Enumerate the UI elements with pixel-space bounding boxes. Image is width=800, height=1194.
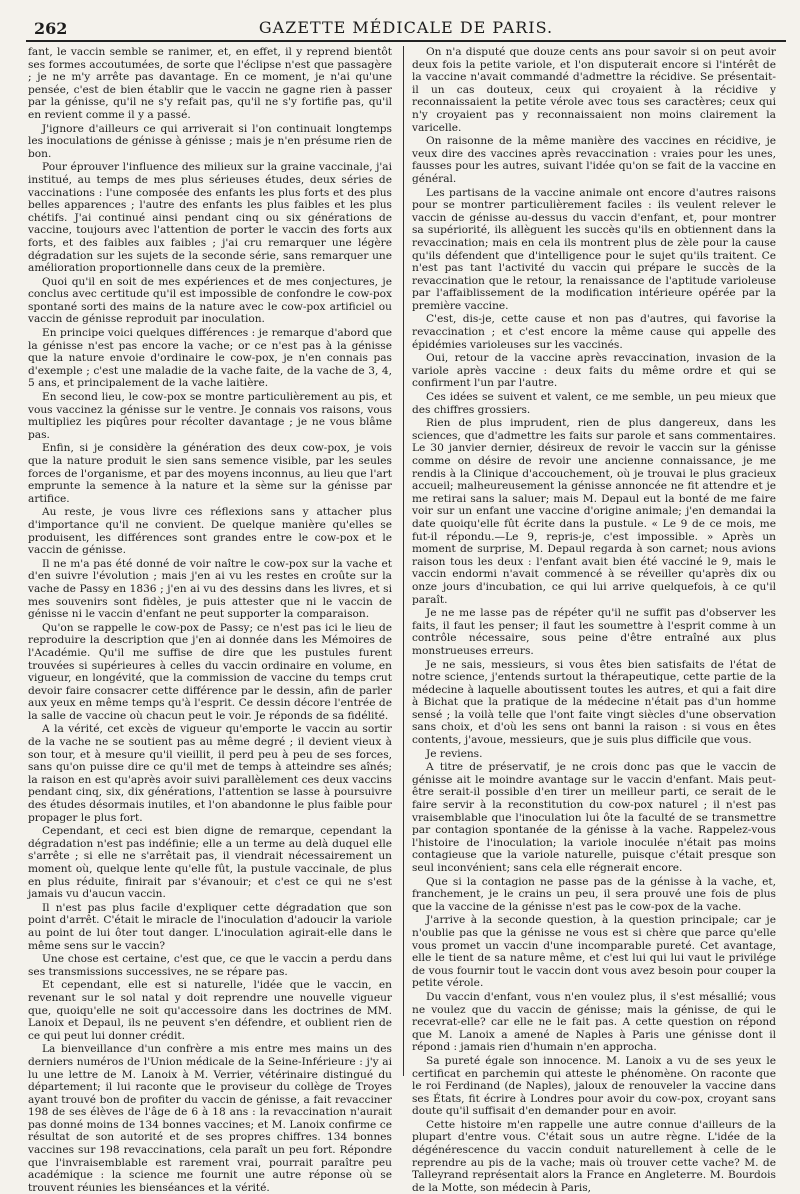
paragraph: On n'a disputé que douze cents ans pour savoir si on peut avoir deux fois la petite variole, et l'on disputerait encore si l'intérêt de la vaccine n'avait commandé d'admettre la récidive. Se présentait-il un cas douteux, ceux qui croyaient à la récidive y reconnaissaient la petite vérole avec tous ses caractères; ceux qui n'y croyaient pas y reconnaissaient non moins clairement la varicelle. [412,46,776,134]
left-column [28,46,392,1194]
paragraph: Ces idées se suivent et valent, ce me semble, un peu mieux que des chiffres grossiers. [412,391,776,416]
paragraph: J'ignore d'ailleurs ce qui arriverait si l'on continuait longtemps les inoculations de génisse à génisse ; mais je n'en présume rien de bon. [28,122,392,160]
journal-title: GAZETTE MÉDICALE DE PARIS. [258,18,554,37]
paragraph: Je ne sais, messieurs, si vous êtes bien satisfaits de l'état de notre science, j'entends surtout la thérapeutique, cette partie de la médecine à laquelle aboutissent toutes les autres, et qui a fait dire à Bichat que la pratique de la médecine n'était pas d'un homme sensé ; la voilà telle que l'ont faite vingt siècles d'une observation sans choix, et d'où les sens ont banni la raison : si vous en êtes contents, j'avoue, messieurs, que je suis plus difficile que vous. [412,658,776,747]
paragraph: Il n'est pas plus facile d'expliquer cette dégradation que son point d'arrêt. C'était le miracle de l'inoculation d'adoucir la variole au point de lui ôter tout danger. L'inoculation agirait-elle dans le même sens sur le vaccin? [28,901,392,952]
paragraph: Je reviens. [426,747,483,760]
paragraph: Cette histoire m'en rappelle une autre connue d'ailleurs de la plupart d'entre vous. C'était sous un autre règne. L'idée de la dégénérescence du vaccin conduit naturellement à celle de le reprendre au pis de la vache; mais où trouver cette vache? M. de Talleyrand représentait alors la France en Angleterre. M. Bourdois de la Motte, son médecin à Paris, [412,1118,776,1194]
paragraph: Une chose est certaine, c'est que, ce que le vaccin a perdu dans ses transmissions successives, ne se répare pas. [28,953,392,978]
paragraph: C'est, dis-je, cette cause et non pas d'autres, qui favorise la revaccination ; et c'est encore la même cause qui appelle des épidémies varioleuses sur les vaccinés. [412,313,776,351]
paragraph: A titre de préservatif, je ne crois donc pas que le vaccin de génisse ait le moindre avantage sur le vaccin d'enfant. Mais peut-être serait-il possible d'en tirer un meilleur parti, ce serait de le faire servir à la reconstitution du cow-pox naturel ; il n'est pas vraisemblable que l'inoculation lui ôte la faculté de se transmettre par contagion spontanée de la génisse à la vache. Rappelez-vous l'histoire de l'inoculation; la variole inoculée n'était pas moins contagieuse que la variole naturelle, puisque c'était presque son seul inconvénient; sans cela elle régnerait encore. [412,761,776,874]
paragraph: Au reste, je vous livre ces réflexions sans y attacher plus d'importance qu'il ne convient. De quelque manière qu'elles se produisent, les différences sont grandes entre le cow-pox et le vaccin de génisse. [28,506,392,557]
paragraph: Les partisans de la vaccine animale ont encore d'autres raisons pour se montrer particulièrement faciles : ils veulent relever le vaccin de génisse au-dessus du vaccin d'enfant, et, pour montrer sa supériorité, ils allèguent les succès qu'ils en obtiennent dans la revaccination; mais en cela ils montrent plus de zèle pour la cause qu'ils défendent que d'intelligence pour le sujet qu'ils traitent. Ce n'est pas tant l'activité du vaccin qui prépare le succès de la revaccination que le retour, la renaissance de l'aptitude varioleuse par l'affaiblissement de la modification intérieure opérée par la première vaccine. [412,186,776,312]
page-header [26,14,786,42]
paragraph: fant, le vaccin semble se ranimer, et, en effet, il y reprend bientôt ses formes accoutumées, de sorte que l'éclipse n'est que passagère ; je ne m'y arrête pas davantage. En ce moment, je n'ai qu'une pensée, c'est de bien établir que le vaccin ne gagne rien à passer par la génisse, qu'il ne s'y refait pas, qu'il ne s'y fortifie pas, qu'il en revient comme il y a passé. [28,46,392,121]
paragraph: Que si la contagion ne passe pas de la génisse à la vache, et, franchement, je le crains un peu, il sera prouvé une fois de plus que la vaccine de la génisse n'est pas le cow-pox de la vache. [412,875,776,913]
paragraph: J'arrive à la seconde question, à la question principale; car je n'oublie pas que la génisse ne vous est si chère que parce qu'elle vous promet un vaccin d'une incomparable pureté. Cet avantage, elle le tient de sa nature même, et c'est lui qui lui vaut le privilége de vous fournir tout le vaccin dont vous avez besoin pour couper la petite vérole. [412,914,776,990]
paragraph: Oui, retour de la vaccine après revaccination, invasion de la variole après vaccine : deux faits du même ordre et qui se confirment l'un par l'autre. [412,352,776,390]
paragraph: A la vérité, cet excès de vigueur qu'emporte le vaccin au sortir de la vache ne se soutient pas au même degré ; il devient vieux à son tour, et à mesure qu'il vieillit, il perd peu à peu de ses forces, sans qu'on puisse dire ce qu'il met de temps à atteindre ses aînés; la raison en est qu'après avoir suivi parallèlement ces deux vaccins pendant cinq, six, dix générations, l'attention se lasse à poursuivre des études désormais inutiles, et l'on abandonne le plus faible pour propager le plus fort. [28,723,392,824]
paragraph: La bienveillance d'un confrère a mis entre mes mains un des derniers numéros de l'Union médicale de la Seine-Inférieure : j'y ai lu une lettre de M. Lanoix à M. Verrier, vétérinaire distingué du département; il lui raconte que le proviseur du collège de Troyes ayant trouvé bon de profiter du vaccin de génisse, a fait revacciner 198 de ses élèves de l'âge de 6 à 18 ans : la revaccination n'aurait pas donné moins de 134 bonnes vaccines; et M. Lanoix confirme ce résultat de son autorité et de ses propres chiffres. 134 bonnes vaccines sur 198 revaccinations, cela paraît un peu fort. Répondre que l'invraisemblable est rarement vrai, pourrait paraître peu académique : la science me fournit une autre réponse où se trouvent réunies les bienséances et la vérité. [28,1043,392,1194]
paragraph: En principe voici quelques différences : je remarque d'abord que la génisse n'est pas encore la vache; or ce n'est pas à la génisse que la nature envoie d'ordinaire le cow-pox, je n'en connais pas d'exemple ; c'est une maladie de la vache faite, de la vache de 3, 4, 5 ans, et principalement de la vache laitière. [28,327,392,390]
paragraph: Du vaccin d'enfant, vous n'en voulez plus, il s'est mésallié; vous ne voulez que du vaccin de génisse; mais la génisse, de qui le recevrat-elle? car elle ne le fait pas. A cette question on répond que M. Lanoix a amené de Naples à Paris une génisse dont il répond : jamais rien d'humain n'en approcha. [412,990,776,1054]
paragraph: Enfin, si je considère la génération des deux cow-pox, je vois que la nature produit le sien sans semence visible, par les seules forces de l'organisme, et par des moyens inconnus, au lieu que l'art emprunte la semence à la nature et la sème sur la génisse par artifice. [28,442,392,505]
paragraph: Cependant, et ceci est bien digne de remarque, cependant la dégradation n'est pas indéfinie; elle a un terme au delà duquel elle s'arrête ; si elle ne s'arrêtait pas, il viendrait nécessairement un moment où, quelque lente qu'elle fût, la pustule vaccinale, de plus en plus réduite, finirait par s'évanouir; et c'est ce qui ne s'est jamais vu d'aucun vaccin. [28,825,392,901]
paragraph: Il ne m'a pas été donné de voir naître le cow-pox sur la vache et d'en suivre l'évolution ; mais j'en ai vu les restes en croûte sur la vache de Passy en 1836 ; j'en ai vu des dessins dans les livres, et si mes souvenirs sont fidèles, je puis attester que ni le vaccin de génisse ni le vaccin d'enfant ne peut supporter la comparaison. [28,557,392,621]
page-number: 262 [34,19,68,38]
paragraph: Et cependant, elle est si naturelle, l'idée que le vaccin, en revenant sur le sol natal y doit reprendre une nouvelle vigueur que, quoiqu'elle ne soit qu'accessoire dans les doctrines de MM. Lanoix et Depaul, ils ne peuvent s'en défendre, et oublient rien de ce qui peut lui donner crédit. [28,979,392,1042]
column-divider [403,46,404,1076]
paragraph: Sa pureté égale son innocence. M. Lanoix a vu de ses yeux le certificat en parchemin qui atteste le phénomène. On raconte que le roi Ferdinand (de Naples), jaloux de renouveler la vaccine dans ses États, fit écrire à Londres pour avoir du cow-pox, croyant sans doute qu'il suffisait d'en demander pour en avoir. [412,1054,776,1118]
paragraph: Pour éprouver l'influence des milieux sur la graine vaccinale, j'ai institué, au temps de mes plus sérieuses études, deux séries de vaccinations : l'une composée des enfants les plus forts et des plus belles apparences ; l'autre des enfants les plus faibles et les plus chétifs. J'ai continué ainsi pendant cinq ou six générations de vaccine, toujours avec l'attention de porter le vaccin des forts aux forts, et des faibles aux faibles ; j'ai cru remarquer une légère dégradation sur les sujets de la seconde série, sans remarquer une amélioration proportionnelle dans ceux de la première. [28,161,392,275]
paragraph: On raisonne de la même manière des vaccines en récidive, je veux dire des vaccines après revaccination : vraies pour les unes, fausses pour les autres, suivant l'idée qu'on se fait de la vaccine en général. [412,135,776,185]
paragraph: En second lieu, le cow-pox se montre particulièrement au pis, et vous vaccinez la génisse sur le ventre. Je connais vos raisons, vous multipliez les piqûres pour récolter davantage ; je ne vous blâme pas. [28,391,392,441]
paragraph: Quoi qu'il en soit de mes expériences et de mes conjectures, je conclus avec certitude qu'il est impossible de confondre le cow-pox spontané sorti des mains de la nature avec le cow-pox artificiel ou vaccin de génisse reproduit par inoculation. [28,275,392,326]
paragraph: Rien de plus imprudent, rien de plus dangereux, dans les sciences, que d'admettre les faits sur parole et sans commentaires. Le 30 janvier dernier, désireux de revoir le vaccin sur la génisse comme on désire de revoir une ancienne connaissance, je me rendis à la Clinique d'accouchement, où je trouvai le plus gracieux accueil; malheureusement la génisse annoncée ne fit attendre et je me retirai sans la saluer; mais M. Depaul eut la bonté de me faire voir sur un enfant une vaccine d'origine animale; j'en demandai la date quoiqu'elle fût écrite dans la pustule. « Le 9 de ce mois, me fut-il répondu.—Le 9, repris-je, c'est impossible. » Après un moment de surprise, M. Depaul regarda à son carnet; nous avions raison tous les deux : l'enfant avait bien été vacciné le 9, mais le vaccin endormi n'avait commencé à se réveiller qu'après dix ou onze jours d'incubation, ce qui lui arrive quelquefois, à ce qu'il paraît. [412,417,776,606]
right-column [412,46,776,1194]
paragraph: Je ne me lasse pas de répéter qu'il ne suffit pas d'observer les faits, il faut les penser; il faut les soumettre à l'esprit comme à un contrôle nécessaire, sous peine d'être entraîné aux plus monstrueuses erreurs. [412,607,776,657]
paragraph: Qu'on se rappelle le cow-pox de Passy; ce n'est pas ici le lieu de reproduire la description que j'en ai donnée dans les Mémoires de l'Académie. Qu'il me suffise de dire que les pustules furent trouvées si supérieures à celles du vaccin ordinaire en volume, en vigueur, en longévité, que la commission de vaccine du temps crut devoir faire consacrer cette différence par le dessin, afin de parler aux yeux en même temps qu'à l'esprit. Ce dessin décore l'entrée de la salle de vaccine où chacun peut le voir. Je réponds de sa fidélité. [28,621,392,722]
